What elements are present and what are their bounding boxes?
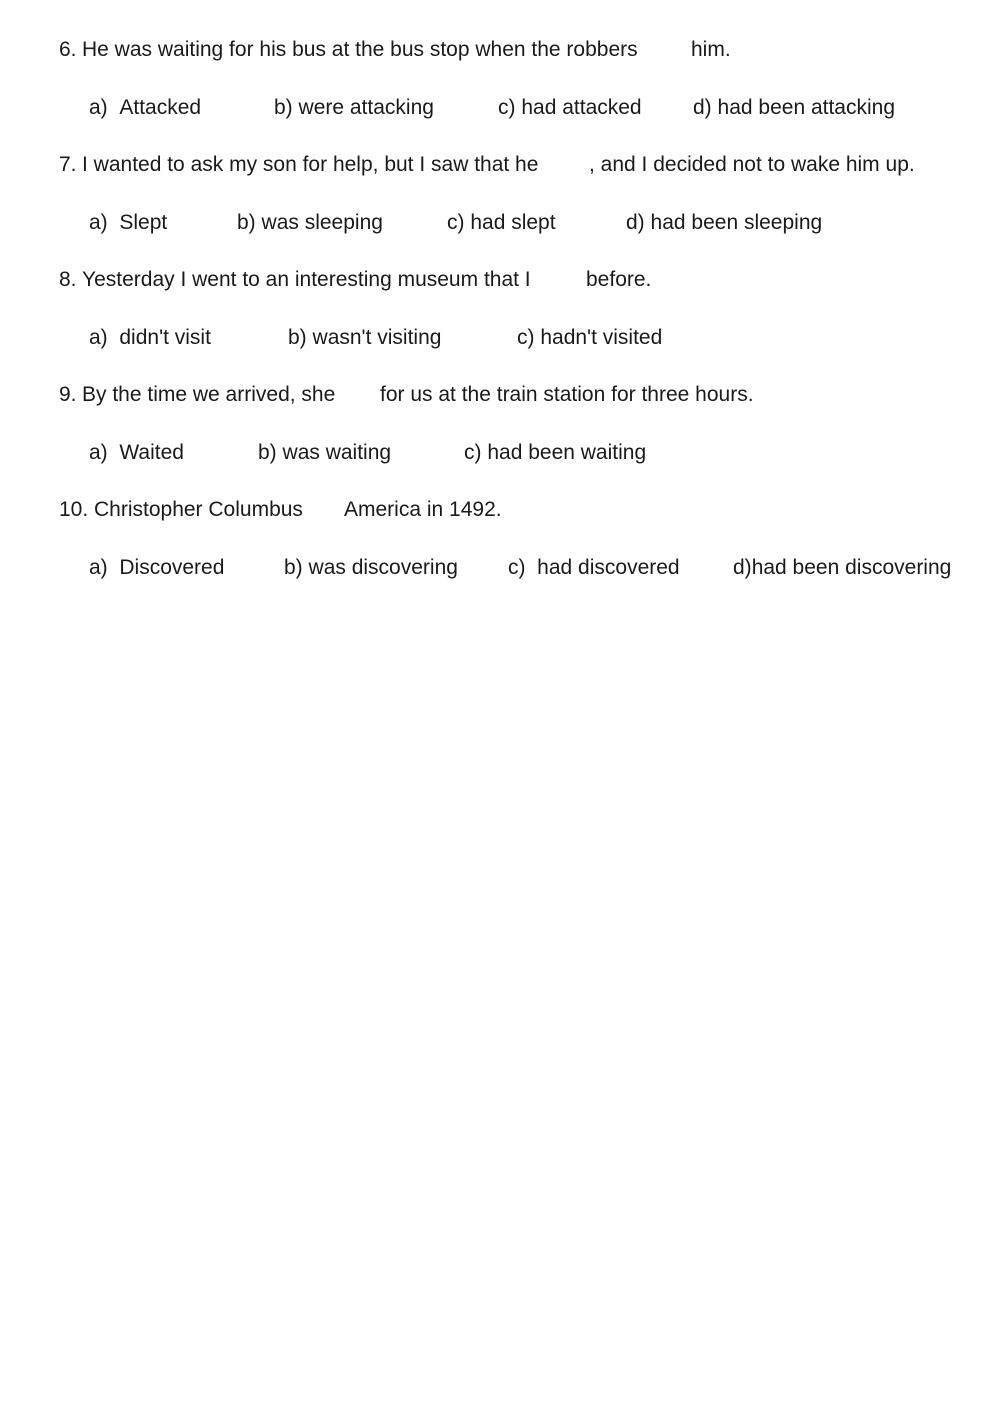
option-c[interactable]: c) had discovered — [508, 556, 680, 579]
question-text-after: America in 1492. — [344, 498, 502, 521]
question-8 — [59, 267, 709, 293]
question-7 — [59, 152, 959, 178]
option-b[interactable]: b) was sleeping — [237, 211, 383, 234]
option-b[interactable]: b) were attacking — [274, 96, 434, 119]
option-d[interactable]: d) had been attacking — [693, 96, 896, 119]
option-a[interactable]: a) Discovered — [89, 556, 225, 579]
question-text-before: He was waiting for his bus at the bus stop when the robbers — [82, 38, 638, 61]
question-number: 6. — [59, 38, 77, 61]
option-a[interactable]: a) Slept — [89, 211, 168, 234]
option-a[interactable]: a) Attacked — [89, 96, 202, 119]
question-text-before: By the time we arrived, she — [82, 383, 336, 406]
option-c[interactable]: c) hadn't visited — [517, 326, 663, 349]
option-c[interactable]: c) had been waiting — [464, 441, 647, 464]
option-b[interactable]: b) wasn't visiting — [288, 326, 442, 349]
option-d[interactable]: d) had been sleeping — [626, 211, 823, 234]
question-text-after: before. — [586, 268, 652, 291]
option-a[interactable]: a) didn't visit — [89, 326, 211, 349]
question-number: 8. — [59, 268, 77, 291]
options-7 — [89, 210, 889, 236]
option-b[interactable]: b) was waiting — [258, 441, 392, 464]
question-text-before: I wanted to ask my son for help, but I saw that he — [82, 153, 539, 176]
options-8 — [89, 325, 739, 351]
options-10 — [89, 555, 969, 581]
question-text-before: Yesterday I went to an interesting museum that I — [82, 268, 531, 291]
option-c[interactable]: c) had attacked — [498, 96, 642, 119]
options-6 — [89, 95, 919, 121]
question-9 — [59, 382, 839, 408]
question-text-after: , and I decided not to wake him up. — [589, 153, 915, 176]
option-d[interactable]: d)had been discovering — [733, 556, 952, 579]
question-6 — [59, 37, 759, 63]
question-number: 10. — [59, 498, 89, 521]
question-text-after: for us at the train station for three hours. — [380, 383, 754, 406]
question-text-before: Christopher Columbus — [94, 498, 303, 521]
option-b[interactable]: b) was discovering — [284, 556, 458, 579]
options-9 — [89, 440, 739, 466]
option-a[interactable]: a) Waited — [89, 441, 184, 464]
question-10 — [59, 497, 579, 523]
question-text-after: him. — [691, 38, 731, 61]
question-number: 9. — [59, 383, 77, 406]
option-c[interactable]: c) had slept — [447, 211, 556, 234]
question-number: 7. — [59, 153, 77, 176]
